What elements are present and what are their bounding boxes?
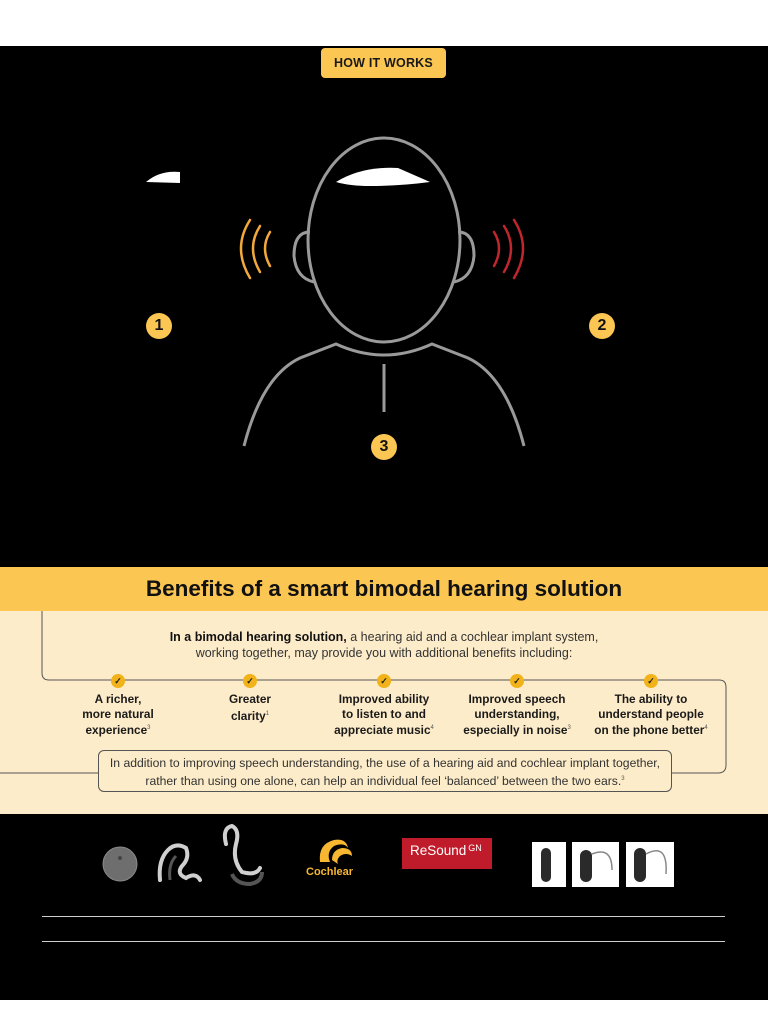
check-icon: ✓ — [377, 674, 391, 688]
how-it-works-pill: HOW IT WORKS — [321, 48, 446, 78]
footer-divider-1 — [42, 916, 725, 917]
balance-line2: rather than using one alone, can help an individual feel ‘balanced’ between the two ears. — [145, 774, 622, 789]
intro-line2: working together, may provide you with additional benefits including: — [195, 646, 573, 660]
intro-text — [0, 629, 768, 661]
resound-logo — [402, 838, 492, 869]
benefit-5 — [581, 674, 721, 737]
benefit-2-text: Greater clarity — [229, 692, 271, 723]
balance-callout — [98, 750, 672, 792]
head-illustration — [0, 46, 768, 567]
right-wave-1 — [494, 232, 499, 266]
bottom-margin — [0, 1000, 768, 1024]
check-icon: ✓ — [111, 674, 125, 688]
benefit-1 — [48, 674, 188, 737]
benefits-banner — [0, 567, 768, 611]
benefit-1-ref: 3 — [147, 725, 151, 731]
benefit-4-ref: 3 — [567, 725, 571, 731]
benefit-4-text: Improved speech understanding, especially in noise — [463, 692, 568, 737]
intro-bold: In a bimodal hearing solution, — [169, 630, 347, 644]
balance-ref: 3 — [621, 776, 625, 782]
intro-rest: a hearing aid and a cochlear implant system, — [346, 630, 599, 644]
left-wave-3 — [241, 220, 250, 278]
benefit-2 — [180, 674, 320, 723]
check-icon: ✓ — [644, 674, 658, 688]
resound-logo-text: ReSound — [410, 843, 467, 858]
benefit-3 — [314, 674, 454, 737]
hearing-aid-2-body — [580, 850, 592, 882]
sound-processor-disc — [103, 847, 137, 881]
marker-2: 2 — [589, 313, 615, 339]
hearing-aid-1-body — [541, 848, 551, 882]
benefit-2-ref: 1 — [265, 710, 270, 717]
marker-1: 1 — [146, 313, 172, 339]
balance-line1: In addition to improving speech understanding, the use of a hearing aid and cochlear implant together, — [109, 756, 661, 770]
benefit-3-text: Improved ability to listen to and appreciate music — [334, 692, 431, 737]
benefit-5-ref: 4 — [704, 725, 708, 731]
implant-processor-1 — [160, 845, 200, 880]
benefit-1-text: A richer, more natural experience — [82, 692, 154, 737]
left-wave-1 — [265, 232, 270, 266]
benefit-3-ref: 4 — [430, 725, 434, 731]
top-margin — [0, 0, 768, 46]
marker-3: 3 — [371, 434, 397, 460]
product-images — [0, 814, 768, 924]
cap-shape — [146, 172, 180, 183]
right-wave-3 — [514, 220, 523, 278]
check-icon: ✓ — [243, 674, 257, 688]
cochlear-logo-text: Cochlear — [306, 866, 354, 878]
left-wave-2 — [253, 226, 260, 272]
implant-processor-2 — [225, 826, 260, 873]
benefits-title: Benefits of a smart bimodal hearing solution — [145, 576, 623, 601]
check-icon: ✓ — [510, 674, 524, 688]
hearing-aid-3-body — [634, 848, 646, 882]
implant-patch — [336, 168, 430, 186]
benefit-5-text: The ability to understand people on the phone better — [594, 692, 705, 737]
right-wave-2 — [504, 226, 511, 272]
footer-divider-2 — [42, 941, 725, 942]
resound-logo-gn: GN — [468, 843, 482, 853]
benefit-4 — [447, 674, 587, 737]
